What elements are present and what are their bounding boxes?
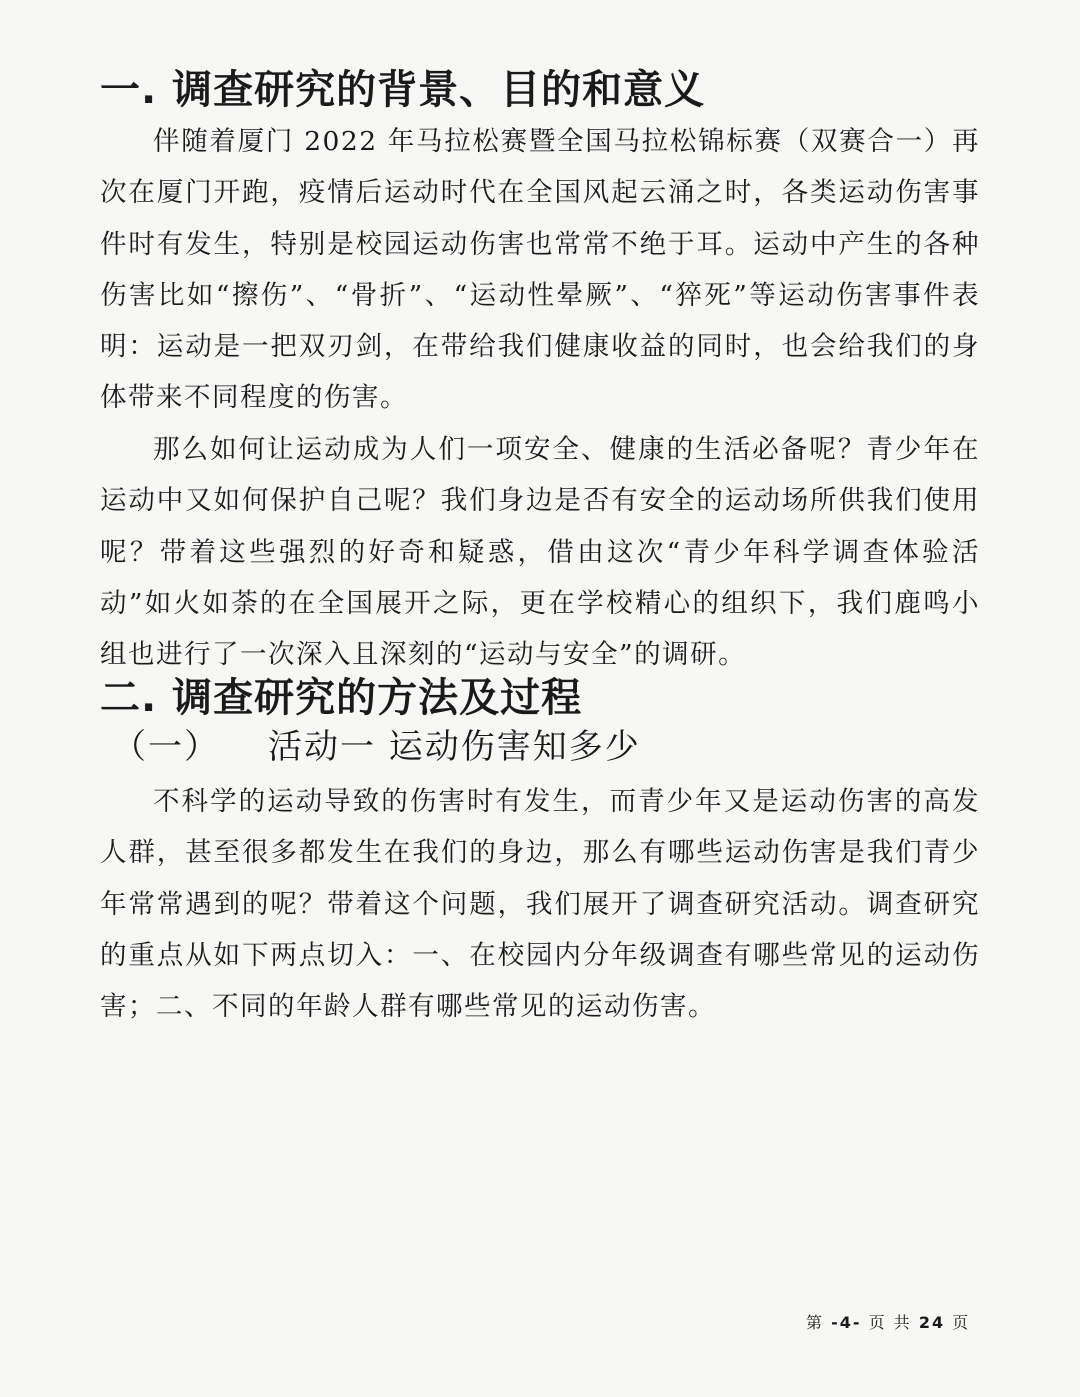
page-footer bbox=[806, 1310, 970, 1333]
section-1-paragraph-1: 伴随着厦门 2022 年马拉松赛暨全国马拉松锦标赛（双赛合一）再次在厦门开跑，疫情后运动时代在全国风起云涌之时，各类运动伤害事件时有发生，特别是校园运动伤害也常常不绝于耳。运动中产生的各种伤害比如“擦伤”、“骨折”、“运动性晕厥”、“猝死”等运动伤害事件表明：运动是一把双刃剑，在带给我们健康收益的同时，也会给我们的身体带来不同程度的伤害。 bbox=[100, 126, 980, 414]
footer-page-number: -4- bbox=[831, 1313, 862, 1332]
footer-total-pages: 24 bbox=[918, 1313, 946, 1332]
section-1-heading: 一. 调查研究的背景、目的和意义 bbox=[100, 67, 706, 113]
footer-middle: 页 共 bbox=[868, 1313, 912, 1332]
footer-suffix: 页 bbox=[952, 1313, 971, 1332]
section-2-paragraph: 不科学的运动导致的伤害时有发生，而青少年又是运动伤害的高发人群，甚至很多都发生在我们的身边，那么有哪些运动伤害是我们青少年常常遇到的呢？带着这个问题，我们展开了调查研究活动。调查研究的重点从如下两点切入：一、在校园内分年级调查有哪些常见的运动伤害；二、不同的年龄人群有哪些常见的运动伤害。 bbox=[100, 786, 980, 1023]
subsection-number: （一） bbox=[112, 727, 220, 767]
subsection-title: 活动一 运动伤害知多少 bbox=[268, 727, 641, 767]
subsection-heading bbox=[112, 727, 641, 767]
section-1-paragraph-2: 那么如何让运动成为人们一项安全、健康的生活必备呢？青少年在运动中又如何保护自己呢？我们身边是否有安全的运动场所供我们使用呢？带着这些强烈的好奇和疑惑，借由这次“青少年科学调查体验活动”如火如荼的在全国展开之际，更在学校精心的组织下，我们鹿鸣小组也进行了一次深入且深刻的“运动与安全”的调研。 bbox=[100, 434, 980, 671]
section-2-heading: 二. 调查研究的方法及过程 bbox=[100, 675, 583, 721]
footer-prefix: 第 bbox=[806, 1313, 825, 1332]
